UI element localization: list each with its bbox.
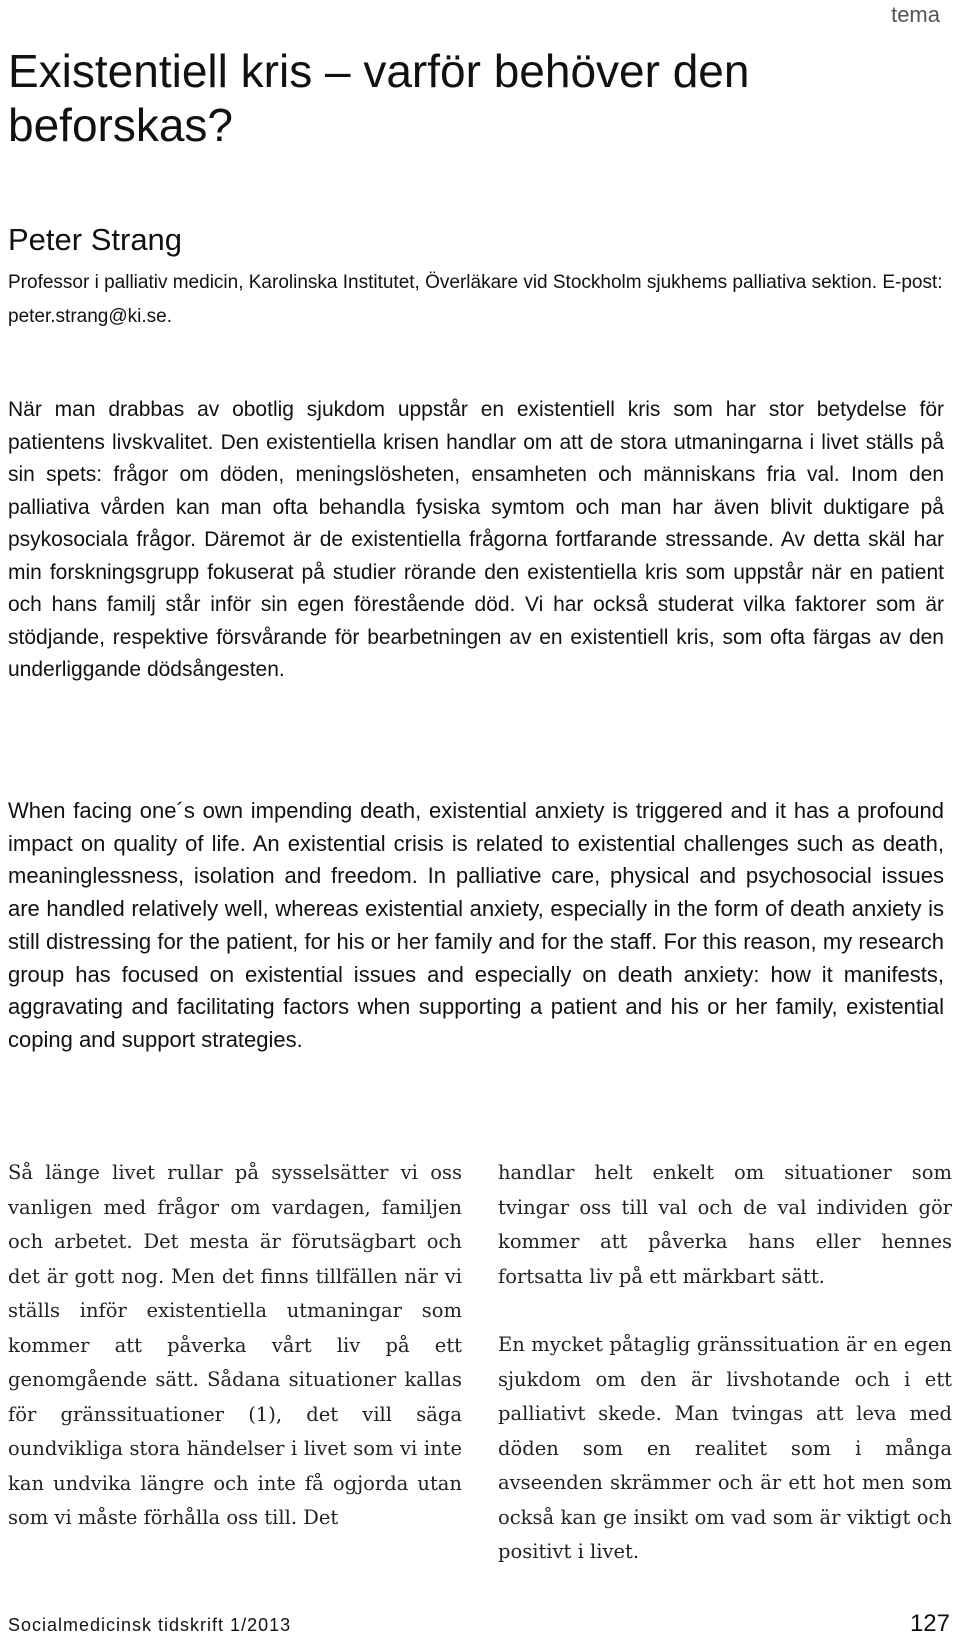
body-paragraph: handlar helt enkelt om situationer som tvingar oss till val och de val individen gör kommer att påverka hans eller hennes fortsatta liv på ett märkbart sätt. [498, 1161, 952, 1288]
author-affiliation: Professor i palliativ medicin, Karolinska Institutet, Överläkare vid Stockholm sjukhems palliativa sektion. E-post: peter.strang@ki.se. [8, 272, 943, 327]
body-paragraph: Så länge livet rullar på sysselsätter vi oss vanligen med frågor om vardagen, familjen och arbetet. Det mesta är förutsägbart och det är gott nog. Men det finns tillfällen när vi ställs inför existentiella utmaningar som kommer att påverka vårt liv på ett genomgående sätt. Sådana situationer kallas för gränssituationer (1), det vill säga oundvikliga stora händelser i livet som vi inte kan undvika längre och inte få ogjorda utan som vi måste förhålla oss till. Det [8, 1161, 462, 1529]
abstract-english: When facing one´s own impending death, existential anxiety is triggered and it has a profound impact on quality of life. An existential crisis is related to existential challenges such as death, meaninglessness, isolation and freedom. In palliative care, physical and psychosocial issues are handled relatively well, whereas existential anxiety, especially in the form of death anxiety is still distressing for the patient, for his or her family and for the staff. For this reason, my research group has focused on existential issues and especially on death anxiety: how it manifests, aggravating and facilitating factors when supporting a patient and his or her family, existential coping and support strategies. [8, 798, 944, 1052]
body-column-right [498, 1156, 952, 1570]
body-paragraph: En mycket påtaglig gränssituation är en egen sjukdom om den är livshotande och i ett palliativt skede. Man tvingas att leva med döden som en realitet som i många avseenden skrämmer och är ett hot men som också kan ge insikt om vad som är viktigt och positivt i livet. [498, 1333, 952, 1563]
section-tag: tema [891, 2, 940, 27]
author-name: Peter Strang [8, 222, 183, 257]
footer-page-number: 127 [909, 1610, 950, 1637]
abstract-swedish: När man drabbas av obotlig sjukdom uppstår en existentiell kris som har stor betydelse för patientens livskvalitet. Den existentiella krisen handlar om att de stora utmaningarna i livet ställs på sin spets: frågor om döden, meningslösheten, ensamheten och människans fria val. Inom den palliativa vården kan man ofta behandla fysiska symtom och man har även blivit duktigare på psykosociala frågor. Däremot är de existentiella frågorna fortfarande stressande. Av detta skäl har min forskningsgrupp fokuserat på studier rörande den existentiella kris som uppstår när en patient och hans familj står inför sin egen förestående död. Vi har också studerat vilka faktorer som är stödjande, respektive försvårande för bearbetningen av en existentiell kris, som ofta färgas av den underliggande dödsångesten. [8, 398, 944, 681]
footer-journal-name: Socialmedicinsk tidskrift 1/2013 [8, 1615, 292, 1635]
article-title: Existentiell kris – varför behöver den beforskas? [8, 45, 750, 152]
body-column-left [8, 1156, 462, 1536]
